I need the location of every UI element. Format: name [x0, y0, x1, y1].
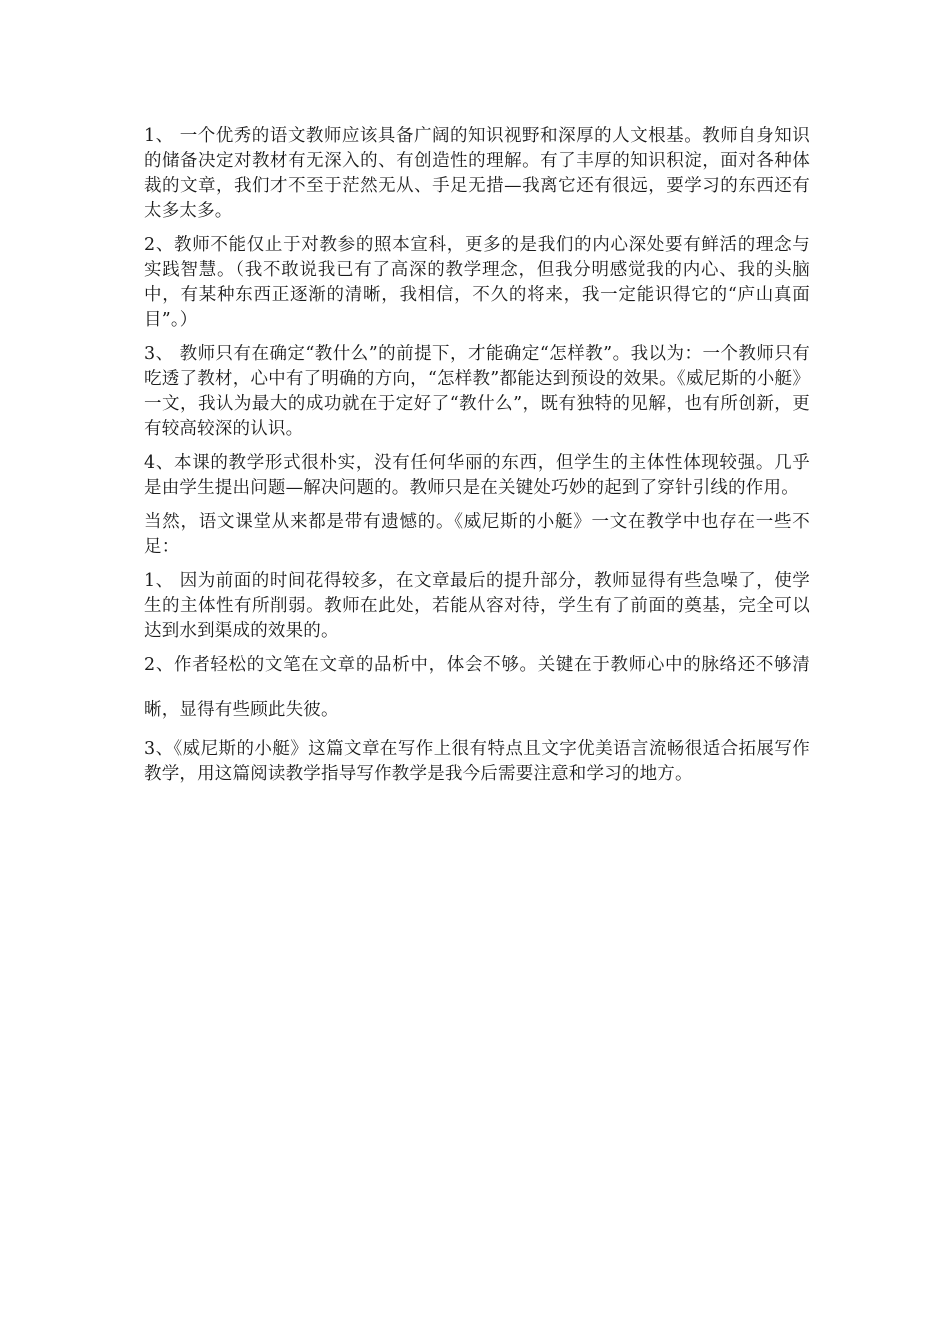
paragraph-shortcomings-intro: 当然，语文课堂从来都是带有遗憾的。《威尼斯的小艇》一文在教学中也存在一些不足： [144, 512, 810, 557]
paragraph-point-4: 4、本课的教学形式很朴实，没有任何华丽的东西，但学生的主体性体现较强。几乎是由学生提出问题—解决问题的。教师只是在关键处巧妙的起到了穿针引线的作用。 [144, 453, 810, 498]
paragraph-point-3: 3、 教师只有在确定“教什么”的前提下，才能确定“怎样教”。我以为：一个教师只有吃透了教材，心中有了明确的方向，“怎样教”都能达到预设的效果。《威尼斯的小艇》一文，我认为最大的成功就在于定好了“教什么”，既有独特的见解，也有所创新，更有较高较深的认识。 [144, 344, 810, 439]
paragraph-shortcoming-2: 2、作者轻松的文笔在文章的品析中，体会不够。关键在于教师心中的脉络还不够清晰，显得有些顾此失彼。 [144, 655, 810, 720]
paragraph-shortcoming-1: 1、 因为前面的时间花得较多，在文章最后的提升部分，教师显得有些急噪了，使学生的主体性有所削弱。教师在此处，若能从容对待，学生有了前面的奠基，完全可以达到水到渠成的效果的。 [144, 571, 810, 641]
document-body [144, 124, 810, 796]
paragraph-point-2: 2、教师不能仅止于对教参的照本宣科，更多的是我们的内心深处要有鲜活的理念与实践智慧。（我不敢说我已有了高深的教学理念，但我分明感觉我的内心、我的头脑中，有某种东西正逐渐的清晰，我相信，不久的将来，我一定能识得它的“庐山真面目”。） [144, 235, 810, 330]
paragraph-point-1: 1、 一个优秀的语文教师应该具备广阔的知识视野和深厚的人文根基。教师自身知识的储备决定对教材有无深入的、有创造性的理解。有了丰厚的知识积淀，面对各种体裁的文章，我们才不至于茫然无从、手足无措—我离它还有很远，要学习的东西还有太多太多。 [144, 126, 810, 221]
paragraph-shortcoming-3: 3、《威尼斯的小艇》这篇文章在写作上很有特点且文字优美语言流畅很适合拓展写作教学，用这篇阅读教学指导写作教学是我今后需要注意和学习的地方。 [144, 739, 810, 784]
